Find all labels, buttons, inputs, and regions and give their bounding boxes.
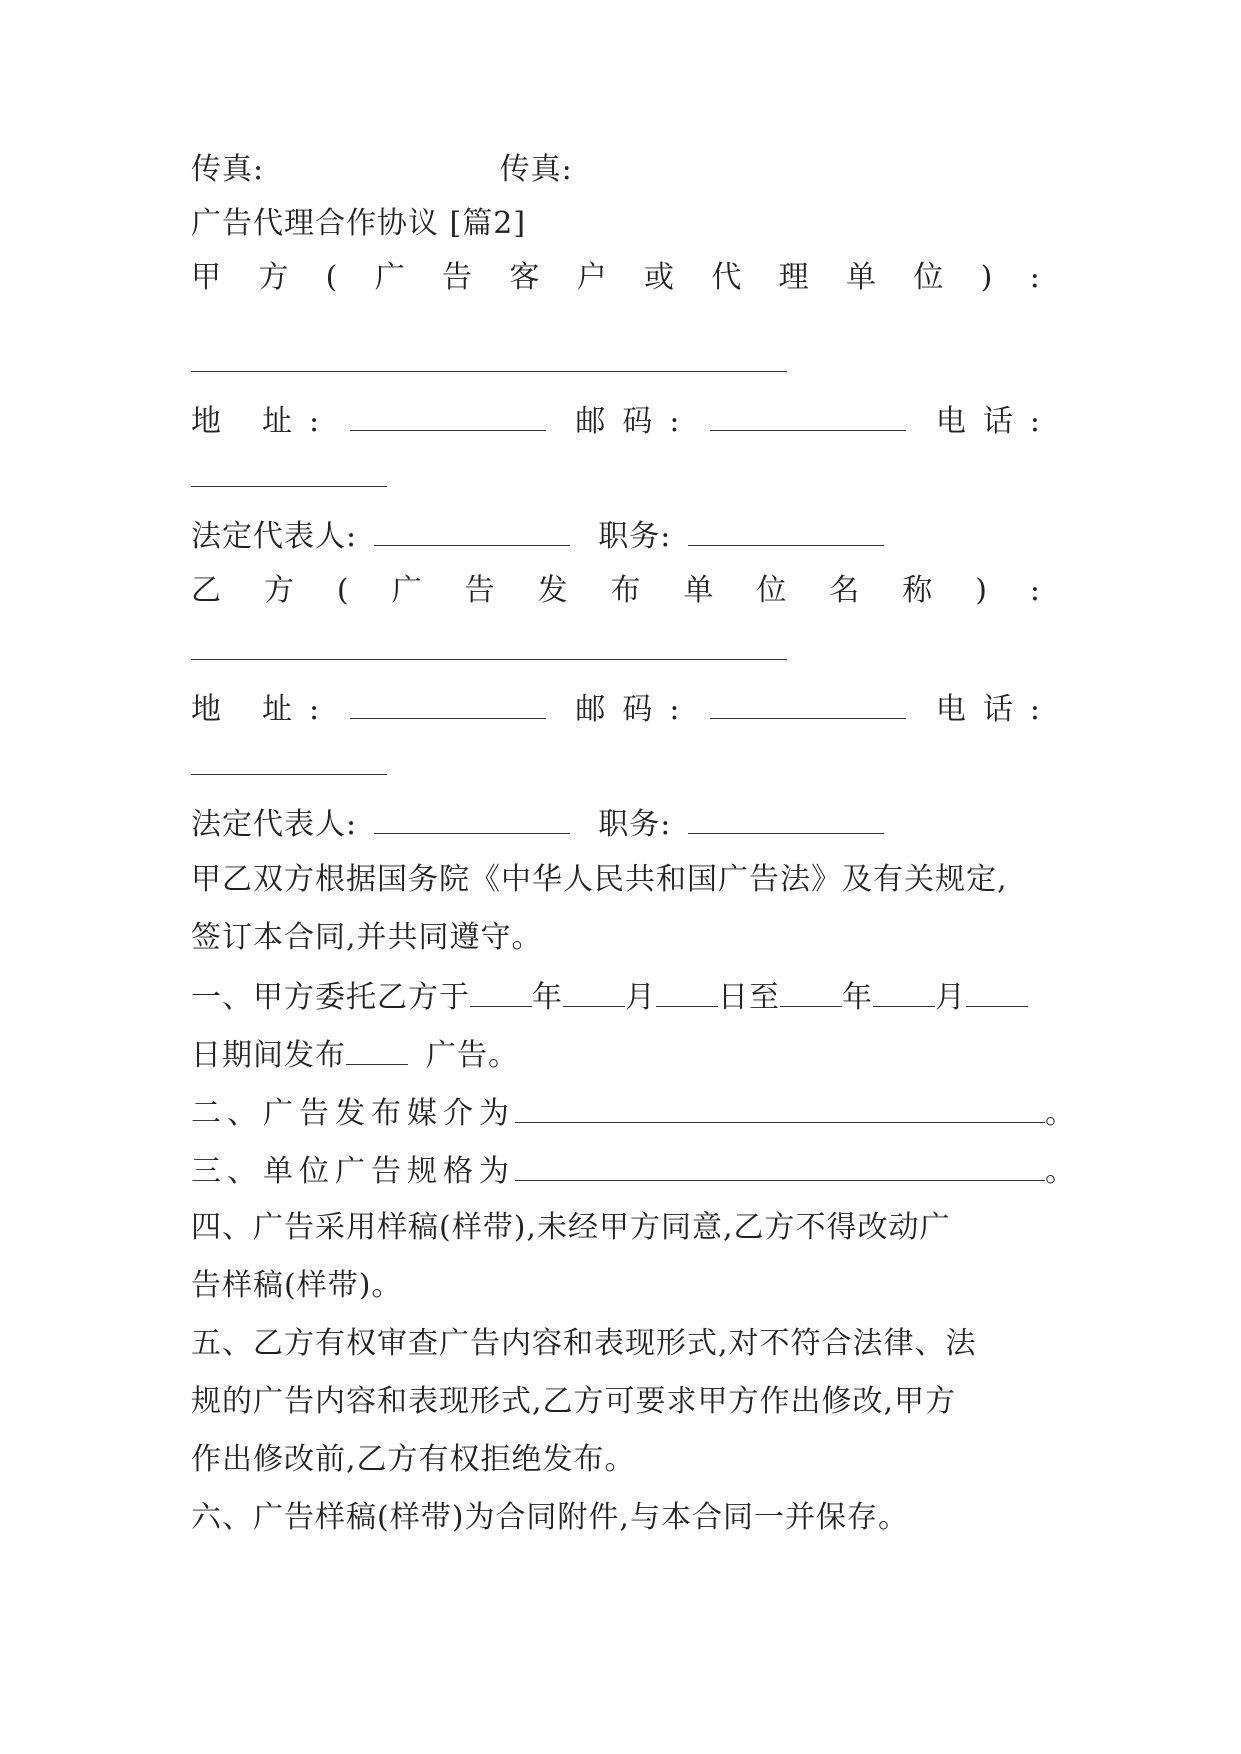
clause-1-end-day-blank[interactable] xyxy=(966,976,1028,1007)
clause-1-end-month-blank[interactable] xyxy=(873,976,935,1007)
clause-1-start-day-blank[interactable] xyxy=(656,976,718,1007)
party-b-position-label: 职务: xyxy=(598,807,672,842)
clause-2-media-blank[interactable] xyxy=(515,1092,1045,1123)
party-a-position-blank[interactable] xyxy=(688,515,884,546)
party-b-title: 乙 方 ( 广 告 发 布 单 位 名 称 ) : xyxy=(191,573,1041,608)
fax-label-party-b: 传真: xyxy=(499,152,573,187)
party-b-phone-label: 电 话 : xyxy=(935,692,1041,727)
party-a-title: 甲 方 ( 广 告 客 户 或 代 理 单 位 ) : xyxy=(191,260,1041,295)
party-b-rep-label: 法定代表人: xyxy=(191,807,358,842)
clause-2: 二、广告发布媒介为 。 xyxy=(191,1092,1081,1134)
party-a-phone-blank[interactable] xyxy=(191,485,387,487)
party-a-rep-blank[interactable] xyxy=(374,515,570,546)
party-a-rep-label: 法定代表人: xyxy=(191,519,358,554)
fax-row xyxy=(191,150,573,190)
preamble-line-1: 甲乙双方根据国务院《中华人民共和国广告法》及有关规定, xyxy=(191,862,1008,897)
party-a-rep-row xyxy=(191,515,884,557)
clause-1-line-1: 一、甲方委托乙方于 年 月 日至 年 月 xyxy=(191,976,1028,1018)
agreement-heading: 广告代理合作协议 [篇2] xyxy=(191,206,527,241)
fax-label-party-a: 传真: xyxy=(191,152,265,187)
party-a-name-blank[interactable] xyxy=(191,370,787,372)
clause-1-start-year-blank[interactable] xyxy=(470,976,532,1007)
party-a-contact-row xyxy=(191,400,1041,442)
clause-1-ad-name-blank[interactable] xyxy=(346,1034,408,1065)
preamble-line-2: 签订本合同,并共同遵守。 xyxy=(191,920,543,955)
party-b-postcode-label: 邮 码 : xyxy=(575,692,681,727)
clause-6-line-1: 六、广告样稿(样带)为合同附件,与本合同一并保存。 xyxy=(191,1500,909,1535)
party-b-position-blank[interactable] xyxy=(688,803,884,834)
clause-5-line-1: 五、乙方有权审查广告内容和表现形式,对不符合法律、法 xyxy=(191,1326,977,1361)
party-b-address-blank[interactable] xyxy=(350,688,546,719)
party-a-postcode-label: 邮 码 : xyxy=(575,404,681,439)
party-a-phone-label: 电 话 : xyxy=(935,404,1041,439)
party-a-address-blank[interactable] xyxy=(350,400,546,431)
clause-4-line-1: 四、广告采用样稿(样带),未经甲方同意,乙方不得改动广 xyxy=(191,1210,951,1245)
party-b-address-label: 地 址 : xyxy=(191,692,321,727)
clause-3: 三、单位广告规格为 。 xyxy=(191,1150,1081,1192)
clause-5-line-3: 作出修改前,乙方有权拒绝发布。 xyxy=(191,1442,636,1477)
clause-4-line-2: 告样稿(样带)。 xyxy=(191,1268,403,1303)
clause-1-start-month-blank[interactable] xyxy=(563,976,625,1007)
party-a-postcode-blank[interactable] xyxy=(710,400,906,431)
party-a-position-label: 职务: xyxy=(598,519,672,554)
party-b-contact-row xyxy=(191,688,1041,730)
party-b-phone-blank[interactable] xyxy=(191,773,387,775)
clause-1-end-year-blank[interactable] xyxy=(780,976,842,1007)
party-b-rep-blank[interactable] xyxy=(374,803,570,834)
party-b-name-blank[interactable] xyxy=(191,658,787,660)
clause-3-spec-blank[interactable] xyxy=(515,1150,1045,1181)
clause-1-line-2: 日期间发布 广告。 xyxy=(191,1034,519,1076)
party-a-address-label: 地 址 : xyxy=(191,404,321,439)
party-b-postcode-blank[interactable] xyxy=(710,688,906,719)
clause-5-line-2: 规的广告内容和表现形式,乙方可要求甲方作出修改,甲方 xyxy=(191,1384,957,1419)
party-b-rep-row xyxy=(191,803,884,845)
